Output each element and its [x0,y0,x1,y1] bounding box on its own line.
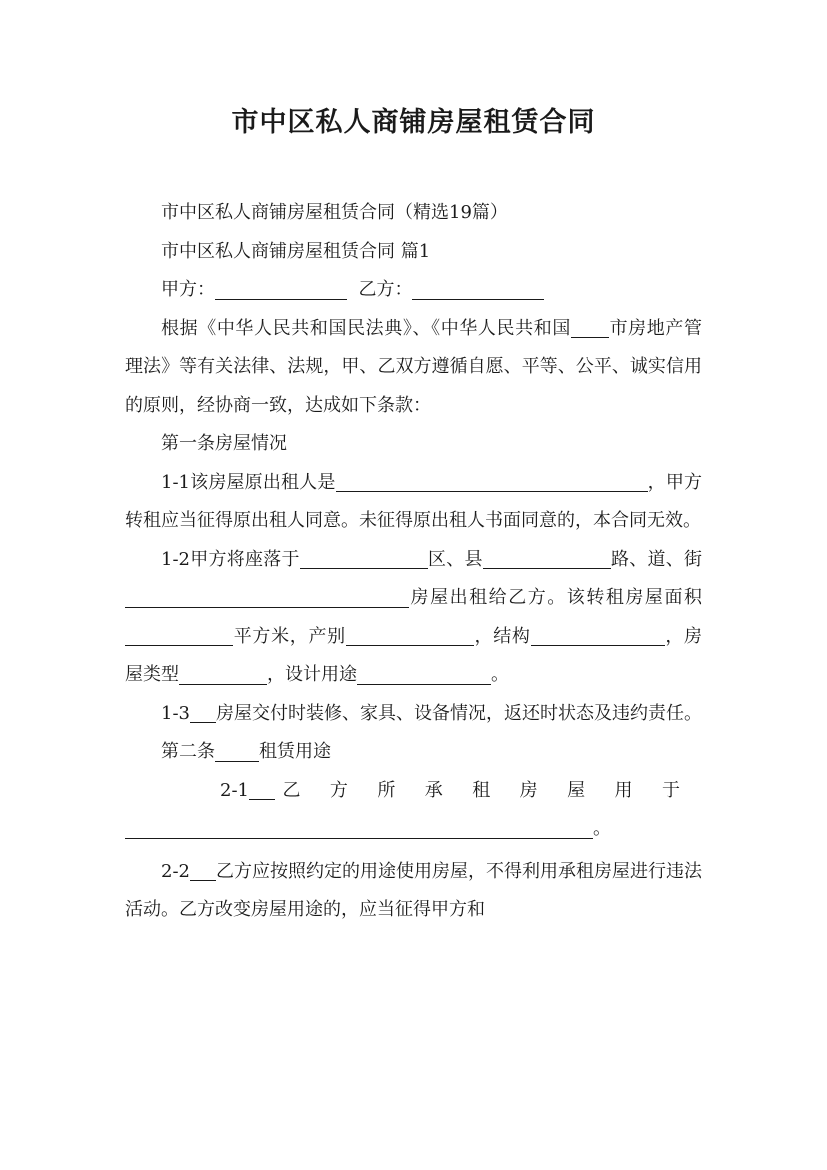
clause-1-2-text-g: ，房屋类型 [125,625,703,685]
clause-1-2-blank-structure [531,626,665,646]
clause-1-2-text-c: 路、道、街 [610,548,702,570]
clause-2-2 [125,853,702,930]
intro-text-2: 市房地产管理法》等有关法律、法规，甲、乙双方遵循自愿、平等、公平、诚实信用的原则，经协商一致，达成如下条款： [125,317,703,416]
clause-1-3 [125,695,702,734]
clause-2-1-text-c: 。 [593,818,611,839]
clause-1-3-text-a: 1-3 [161,702,190,724]
party-b-blank [412,280,544,300]
article-1-title: 第一条房屋情况 [161,433,287,454]
clause-1-2-blank-road [483,549,611,569]
clause-1-2-text-h: ，设计用途 [267,664,357,685]
clause-1-2-text-b: 区、县 [427,548,483,570]
clause-1-2-blank-use [357,665,491,685]
article-2-blank [215,742,259,762]
clause-1-2-blank-district [300,549,428,569]
clause-2-1-blank-2 [125,819,593,839]
clause-1-2-text-f: ，结构 [473,625,531,647]
article-2-title [125,733,702,772]
clause-1-1-text-b: ，甲方转租应当征得原出租人同意。未征得原出租人书面同意的，本合同无效。 [125,471,702,531]
clause-1-2-text-d: 房屋出租给乙方。该转租房屋面积 [409,587,702,608]
clause-1-2-blank-street [125,588,409,608]
clause-2-1-cont [125,810,702,849]
article-2-text-a: 第二条 [161,741,215,762]
clause-1-2-blank-area [125,626,233,646]
clause-1-3-blank [190,703,216,723]
clause-1-3-text-b: 房屋交付时装修、家具、设备情况，返还时状态及违约责任。 [216,702,702,724]
subtitle: 市中区私人商铺房屋租赁合同（精选19篇） [161,202,508,223]
intro-blank [571,318,609,338]
intro-text-1: 根据《中华人民共和国民法典》、《中华人民共和国 [161,317,571,339]
party-b-label: 乙方： [358,279,413,300]
clause-2-1-text-a: 2-1 [220,779,249,801]
clause-2-1 [125,772,702,811]
clause-1-2-text-e: 平方米，产别 [233,625,346,647]
part-heading: 市中区私人商铺房屋租赁合同 篇1 [161,240,431,262]
party-a-label: 甲方： [161,279,215,300]
clause-1-1 [125,464,702,541]
article-2-text-b: 租赁用途 [259,741,331,762]
clause-2-2-blank [190,861,216,881]
intro-paragraph [125,310,702,426]
clause-2-2-text-a: 2-2 [161,860,190,882]
document-body [125,194,702,930]
clause-2-2-text-b: 乙方应按照约定的用途使用房屋，不得利用承租房屋进行违法活动。乙方改变房屋用途的，应当征得甲方和 [125,860,702,920]
parties-line [125,271,702,310]
clause-1-1-text-a: 1-1该房屋原出租人是 [161,471,336,493]
clause-1-2-blank-property [346,626,474,646]
clause-1-2-text-a: 1-2甲方将座落于 [161,548,300,570]
document-title: 市中区私人商铺房屋租赁合同 [231,107,596,138]
clause-2-1-text-b: 乙方所承租房屋用于 [275,779,702,801]
clause-1-2 [125,541,702,695]
clause-1-2-text-i: 。 [491,664,509,685]
clause-2-1-blank-1 [249,780,275,800]
clause-1-2-blank-type [179,665,267,685]
party-a-blank [215,280,347,300]
clause-1-1-blank [336,472,648,492]
